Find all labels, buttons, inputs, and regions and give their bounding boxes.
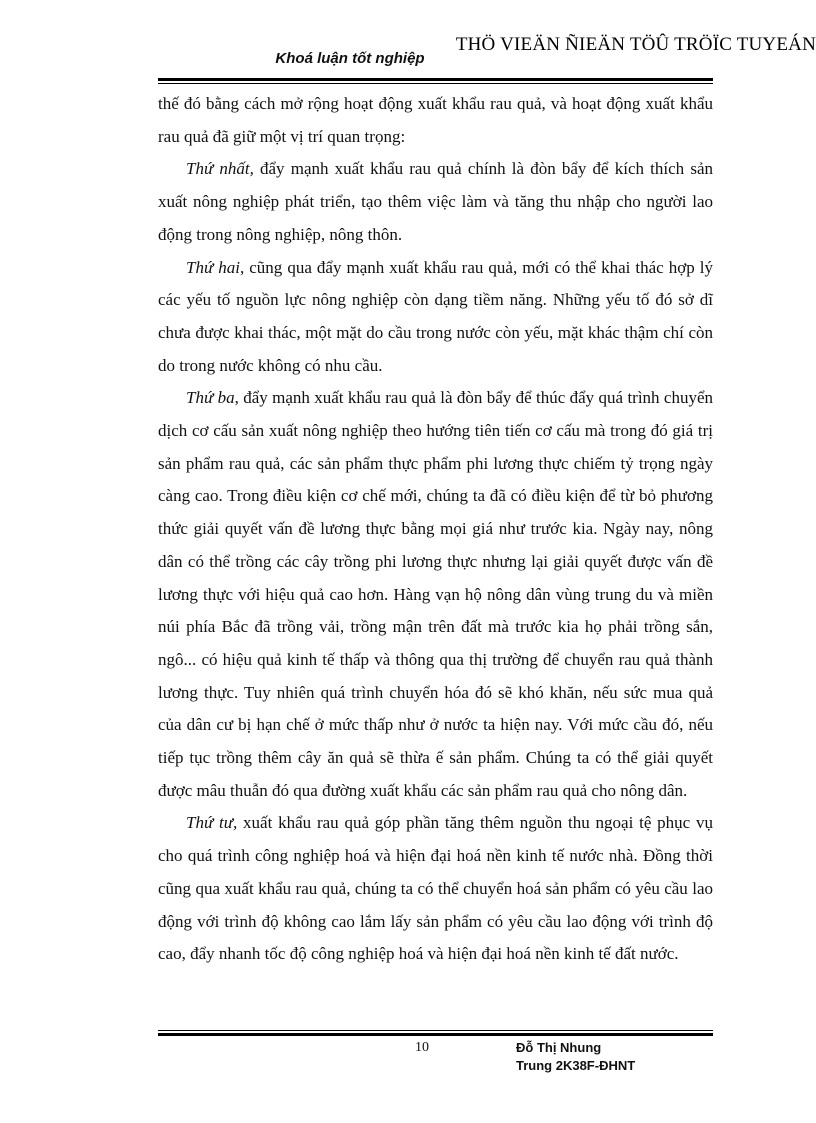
paragraph-text: đẩy mạnh xuất khẩu rau quả chính là đòn bẩy để kích thích sản xuất nông nghiệp phát triển, tạo thêm việc làm và tăng thu nhập cho người lao động trong nông nghiệp, nông thôn. — [158, 159, 713, 244]
paragraph-lead: Thứ ba — [186, 388, 235, 408]
paragraph-continuation: thế đó bằng cách mở rộng hoạt động xuất khẩu rau quả, và hoạt động xuất khẩu rau quả đã giữ một vị trí quan trọng: — [158, 94, 713, 146]
paragraph-lead: Thứ nhất, — [186, 159, 254, 179]
page-number: 10 — [415, 1040, 429, 1055]
paragraph-lead: Thứ hai — [186, 257, 240, 277]
paragraph-lead: Thứ tư, — [186, 813, 238, 833]
watermark-text: THÖ VIEÄN ÑIEÄN TÖÛ TRÖÏC TUYEÁN — [455, 34, 816, 55]
paragraph-text: xuất khẩu rau quả góp phần tăng thêm nguồn thu ngoại tệ phục vụ cho quá trình công nghiệp hoá và hiện đại hoá nền kinh tế nước nhà. Đồng thời cũng qua xuất khẩu rau quả, chúng ta có thể chuyển hoá sản phẩm có yêu cầu lao động với trình độ không cao lắm lấy sản phẩm có yêu cầu lao động với trình độ cao, đẩy nhanh tốc độ công nghiệp hoá và hiện đại hoá nền kinh tế đất nước. — [158, 813, 713, 964]
header-title: Khoá luận tốt nghiệp — [275, 50, 425, 67]
footer-rule-thick — [158, 1033, 713, 1036]
header-rule-thin — [158, 83, 713, 84]
paragraph-text: , đẩy mạnh xuất khẩu rau quả là đòn bẩy để thúc đẩy quá trình chuyển dịch cơ cấu sản xuất nông nghiệp theo hướng tiên tiến cơ cấu mà trong đó giá trị sản phẩm rau quả, các sản phẩm thực phẩm phi lương thực chiếm tỷ trọng ngày càng cao. Trong điều kiện cơ chế mới, chúng ta đã có điều kiện để từ bỏ phương thức giải quyết vấn đề lương thực bằng mọi giá như trước kia. Ngày nay, nông dân có thể trồng các cây trồng phi lương thực nhưng lại giải quyết được vấn đề lương thực với hiệu quả cao hơn. Hàng vạn hộ nông dân vùng trung du và miền núi phía Bắc đã trồng vải, trồng mận trên đất mà trước kia họ phải trồng sắn, ngô... có hiệu quả kinh tế thấp và thông qua thị trường để chuyển rau quả thành lương thực. Tuy nhiên quá trình chuyển hóa đó sẽ khó khăn, nếu sức mua quả của dân cư bị hạn chế ở mức thấp như ở nước ta hiện nay. Với mức cầu đó, nếu tiếp tục trồng thêm cây ăn quả sẽ thừa ế sản phẩm. Chúng ta có thể giải quyết được mâu thuẫn đó qua đường xuất khẩu các sản phẩm rau quả cho nông dân. — [158, 388, 714, 800]
header-rule-thick — [158, 78, 713, 81]
body-text — [158, 88, 713, 971]
paragraph-third — [158, 382, 713, 807]
footer-rule-thin — [158, 1030, 713, 1031]
author-name: Đỗ Thị Nhung — [516, 1040, 602, 1055]
paragraph-second — [158, 252, 713, 383]
paragraph-first — [158, 153, 713, 251]
paragraph-fourth — [158, 807, 713, 971]
paragraph-text: , cũng qua đẩy mạnh xuất khẩu rau quả, mới có thể khai thác hợp lý các yếu tố nguồn lực nông nghiệp còn dạng tiềm năng. Những yếu tố đó sở dĩ chưa được khai thác, một mặt do cầu trong nước còn yếu, mặt khác thậm chí còn do trong nước không có nhu cầu. — [158, 257, 713, 375]
author-class: Trung 2K38F-ĐHNT — [516, 1058, 636, 1073]
